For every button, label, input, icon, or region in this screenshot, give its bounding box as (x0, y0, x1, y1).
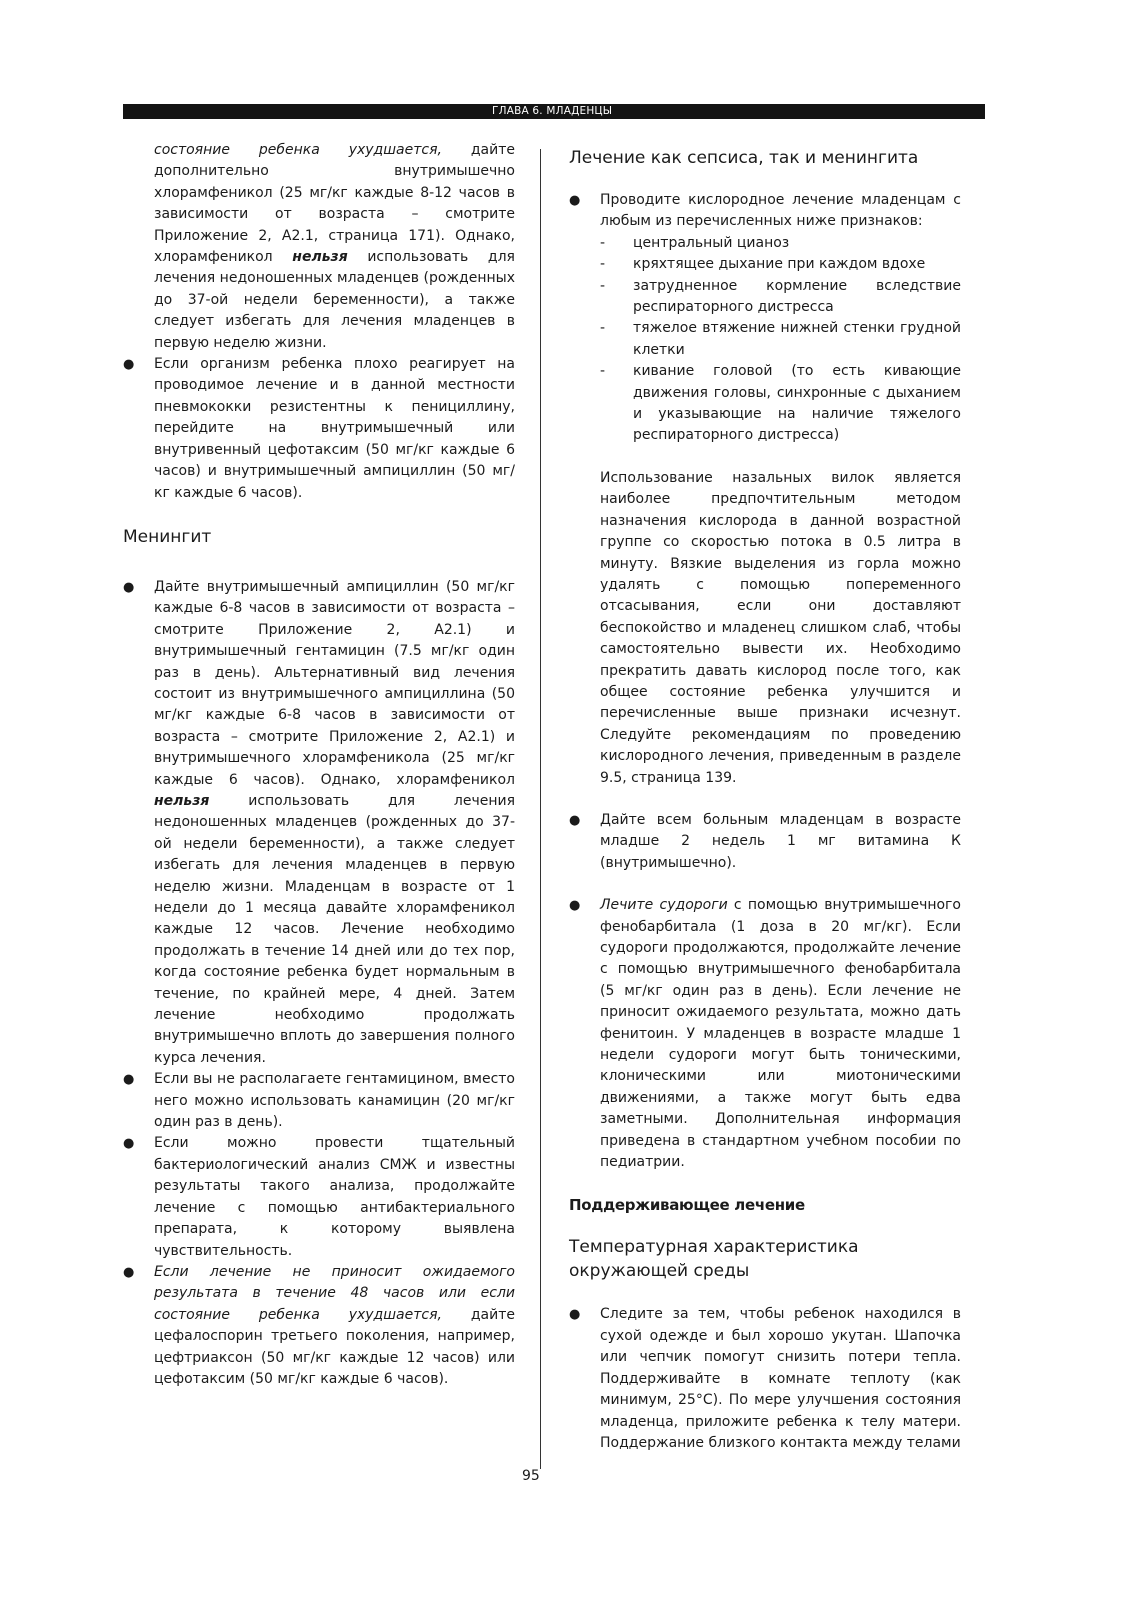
dash-icon: - (600, 277, 606, 294)
dash-item (569, 318, 961, 361)
dash-icon: - (600, 320, 606, 337)
dash-text: затрудненное кормление вследствие респираторного дистресса (633, 277, 961, 316)
dash-item (569, 254, 961, 275)
right-column (569, 146, 961, 1454)
section-heading-supportive-care: Поддерживающее лечение (569, 1196, 805, 1215)
bullet-kanamycin (123, 1069, 515, 1133)
bullet-icon: ● (569, 193, 581, 208)
bullet-icon: ● (569, 812, 581, 828)
bullet-oxygen-therapy (569, 190, 961, 233)
bullet-text: Проводите кислородное лечение младенцам с любым из перечисленных ниже признаков: (600, 192, 961, 230)
column-divider (540, 149, 541, 1469)
bullet-icon: ● (123, 1136, 135, 1152)
paragraph-nasal-prongs: Использование назальных вилок является наиболее предпочтительным методом назначения кислорода в данной возрастной группе со скоростью потока в 0.5 литра в минуту. Вязкие выделения из горла можно удалять с помощью попеременного отсасывания, если они доставляют беспокойство и младенец слишком слаб, чтобы самостоятельно вывести их. Необходимо прекратить давать кислород после того, как общее состояние ребенка улучшится и перечисленные выше признаки исчезнут. Следуйте рекомендациям по проведению кислородного лечения, приведенным в разделе 9.5, страница 139. (600, 469, 961, 786)
section-heading-sepsis-meningitis: Лечение как сепсиса, так и менингита (569, 148, 919, 168)
dash-text: тяжелое втяжение нижней стенки грудной клетки (633, 320, 961, 358)
bullet-penicillin-resistance (123, 354, 515, 504)
bullet-icon: ● (569, 1307, 581, 1323)
bullet-text: Следите за тем, чтобы ребенок находился в сухой одежде и был хорошо укутан. Шапочка или чепчик помогут снизить потери тепла. Поддерживайте в комнате теплоту (как минимум, 25°С). По мере улучшения состояния младенца, приложите ребенка к телу матери. Поддержание близкого контакта между телами (600, 1306, 961, 1451)
bullet-text: Если организм ребенка плохо реагирует на проводимое лечение и в данной местности пневмококки резистентны к пенициллину, перейдите на внутримышечный или внутривенный цефотаксим (50 мг/кг каждые 6 часов) и внутримышечный ампициллин (50 мг/кг каждые 6 часов). (154, 356, 515, 501)
dash-icon: - (600, 234, 606, 251)
text-run: с помощью внутримышечного фенобарбитала (1 доза в 20 мг/кг). Если судороги продолжаются, продолжайте лечение с помощью внутримышечного фенобарбитала (5 мг/кг один раз в день). Если лечение не приносит ожидаемого результата, можно дать фенитоин. У младенцев в возрасте младше 1 недели судороги могут быть тоническими, клоническими или миотоническими движениями, а также могут быть едва заметными. Дополнительная информация приведена в стандартном учебном пособии по педиатрии. (600, 897, 961, 1171)
section-heading-meningitis: Менингит (123, 526, 212, 547)
bullet-cephalosporin (123, 1262, 515, 1390)
text-run: Дайте внутримышечный ампициллин (50 мг/кг каждые 6-8 часов в зависимости от возраста – смотрите Приложение 2, А2.1) и внутримышечный гентамицин (7.5 мг/кг один раз в день). Альтернативный вид лечения состоит из внутримышечного ампициллина (50 мг/кг каждые 6-8 часов в зависимости от возраста – смотрите Приложение 2, А2.1) и внутримышечного хлорамфеникола (25 мг/кг каждые 6 часов). Однако, хлорамфеникол (154, 578, 515, 788)
page-number: 95 (522, 1468, 540, 1484)
italic-text: Если лечение не приносит ожидаемого результата в течение 48 часов или если состояние ребенка ухудшается, (154, 1263, 515, 1323)
dash-text: центральный цианоз (633, 234, 790, 251)
text-run: дайте дополнительно внутримышечно хлорамфеникол (25 мг/кг каждые 8-12 часов в зависимости от возраста – смотрите Приложение 2, А2.1, страница 171). Однако, хлорамфеникол (154, 142, 515, 266)
italic-text: Лечите судороги (600, 897, 728, 914)
bullet-icon: ● (123, 579, 135, 595)
bullet-icon: ● (123, 357, 135, 373)
bullet-text: Если вы не располагаете гентамицином, вместо него можно использовать канамицин (20 мг/кг один раз в день). (154, 1071, 515, 1131)
dash-item (569, 233, 961, 254)
bullet-vitamin-k (569, 810, 961, 874)
left-column (123, 140, 515, 1390)
bullet-icon: ● (123, 1264, 135, 1280)
bullet-csf-analysis (123, 1133, 515, 1261)
dash-item (569, 276, 961, 319)
emphasis-text: нельзя (154, 792, 210, 809)
text-run: дайте цефалоспорин третьего поколения, например, цефтриаксон (50 мг/кг каждые 12 часов) или цефотаксим (50 мг/кг каждые 6 часов). (154, 1306, 515, 1387)
bullet-text: Если можно провести тщательный бактериологический анализ СМЖ и известны результаты такого анализа, продолжайте лечение с помощью антибактериального препарата, к которому выявлена чувствительность. (154, 1135, 515, 1259)
bullet-ampicillin-gentamicin (123, 577, 515, 1069)
chapter-title: ГЛАВА 6. МЛАДЕНЦЫ (492, 105, 613, 117)
italic-text: состояние ребенка ухудшается, (154, 142, 442, 158)
paragraph-chloramphenicol-continued (123, 140, 515, 354)
dash-icon: - (600, 363, 606, 380)
bullet-text: Дайте всем больным младенцам в возрасте младше 2 недель 1 мг витамина К (внутримышечно). (600, 811, 961, 871)
dash-text: кряхтящее дыхание при каждом вдохе (633, 256, 926, 273)
dash-icon: - (600, 256, 606, 273)
subsection-heading-temperature: Температурная характеристика окружающей среды (569, 1237, 859, 1282)
bullet-temperature (569, 1304, 961, 1454)
dash-text: кивание головой (то есть кивающие движения головы, синхронные с дыханием и указывающие на наличие тяжелого респираторного дистресса) (633, 363, 961, 444)
bullet-icon: ● (569, 898, 581, 914)
bullet-seizures (569, 895, 961, 1173)
text-run: использовать для лечения недоношенных младенцев (рожденных до 37-ой недели беременности), а также следует избегать для лечения младенцев в первую неделю жизни. Младенцам в возрасте от 1 недели до 1 месяца давайте хлорамфеникол каждые 12 часов. Лечение необходимо продолжать в течение 14 дней или до тех пор, когда состояние ребенка будет нормальным в течение, по крайней мере, 4 дней. Затем лечение необходимо продолжать внутримышечно вплоть до завершения полного курса лечения. (154, 792, 515, 1066)
bullet-icon: ● (123, 1072, 135, 1088)
text-run: использовать для лечения недоношенных младенцев (рожденных до 37-ой недели беременности), а также следует избегать для лечения младенцев в первую неделю жизни. (154, 249, 515, 351)
dash-item (569, 361, 961, 447)
emphasis-text: нельзя (292, 249, 348, 266)
